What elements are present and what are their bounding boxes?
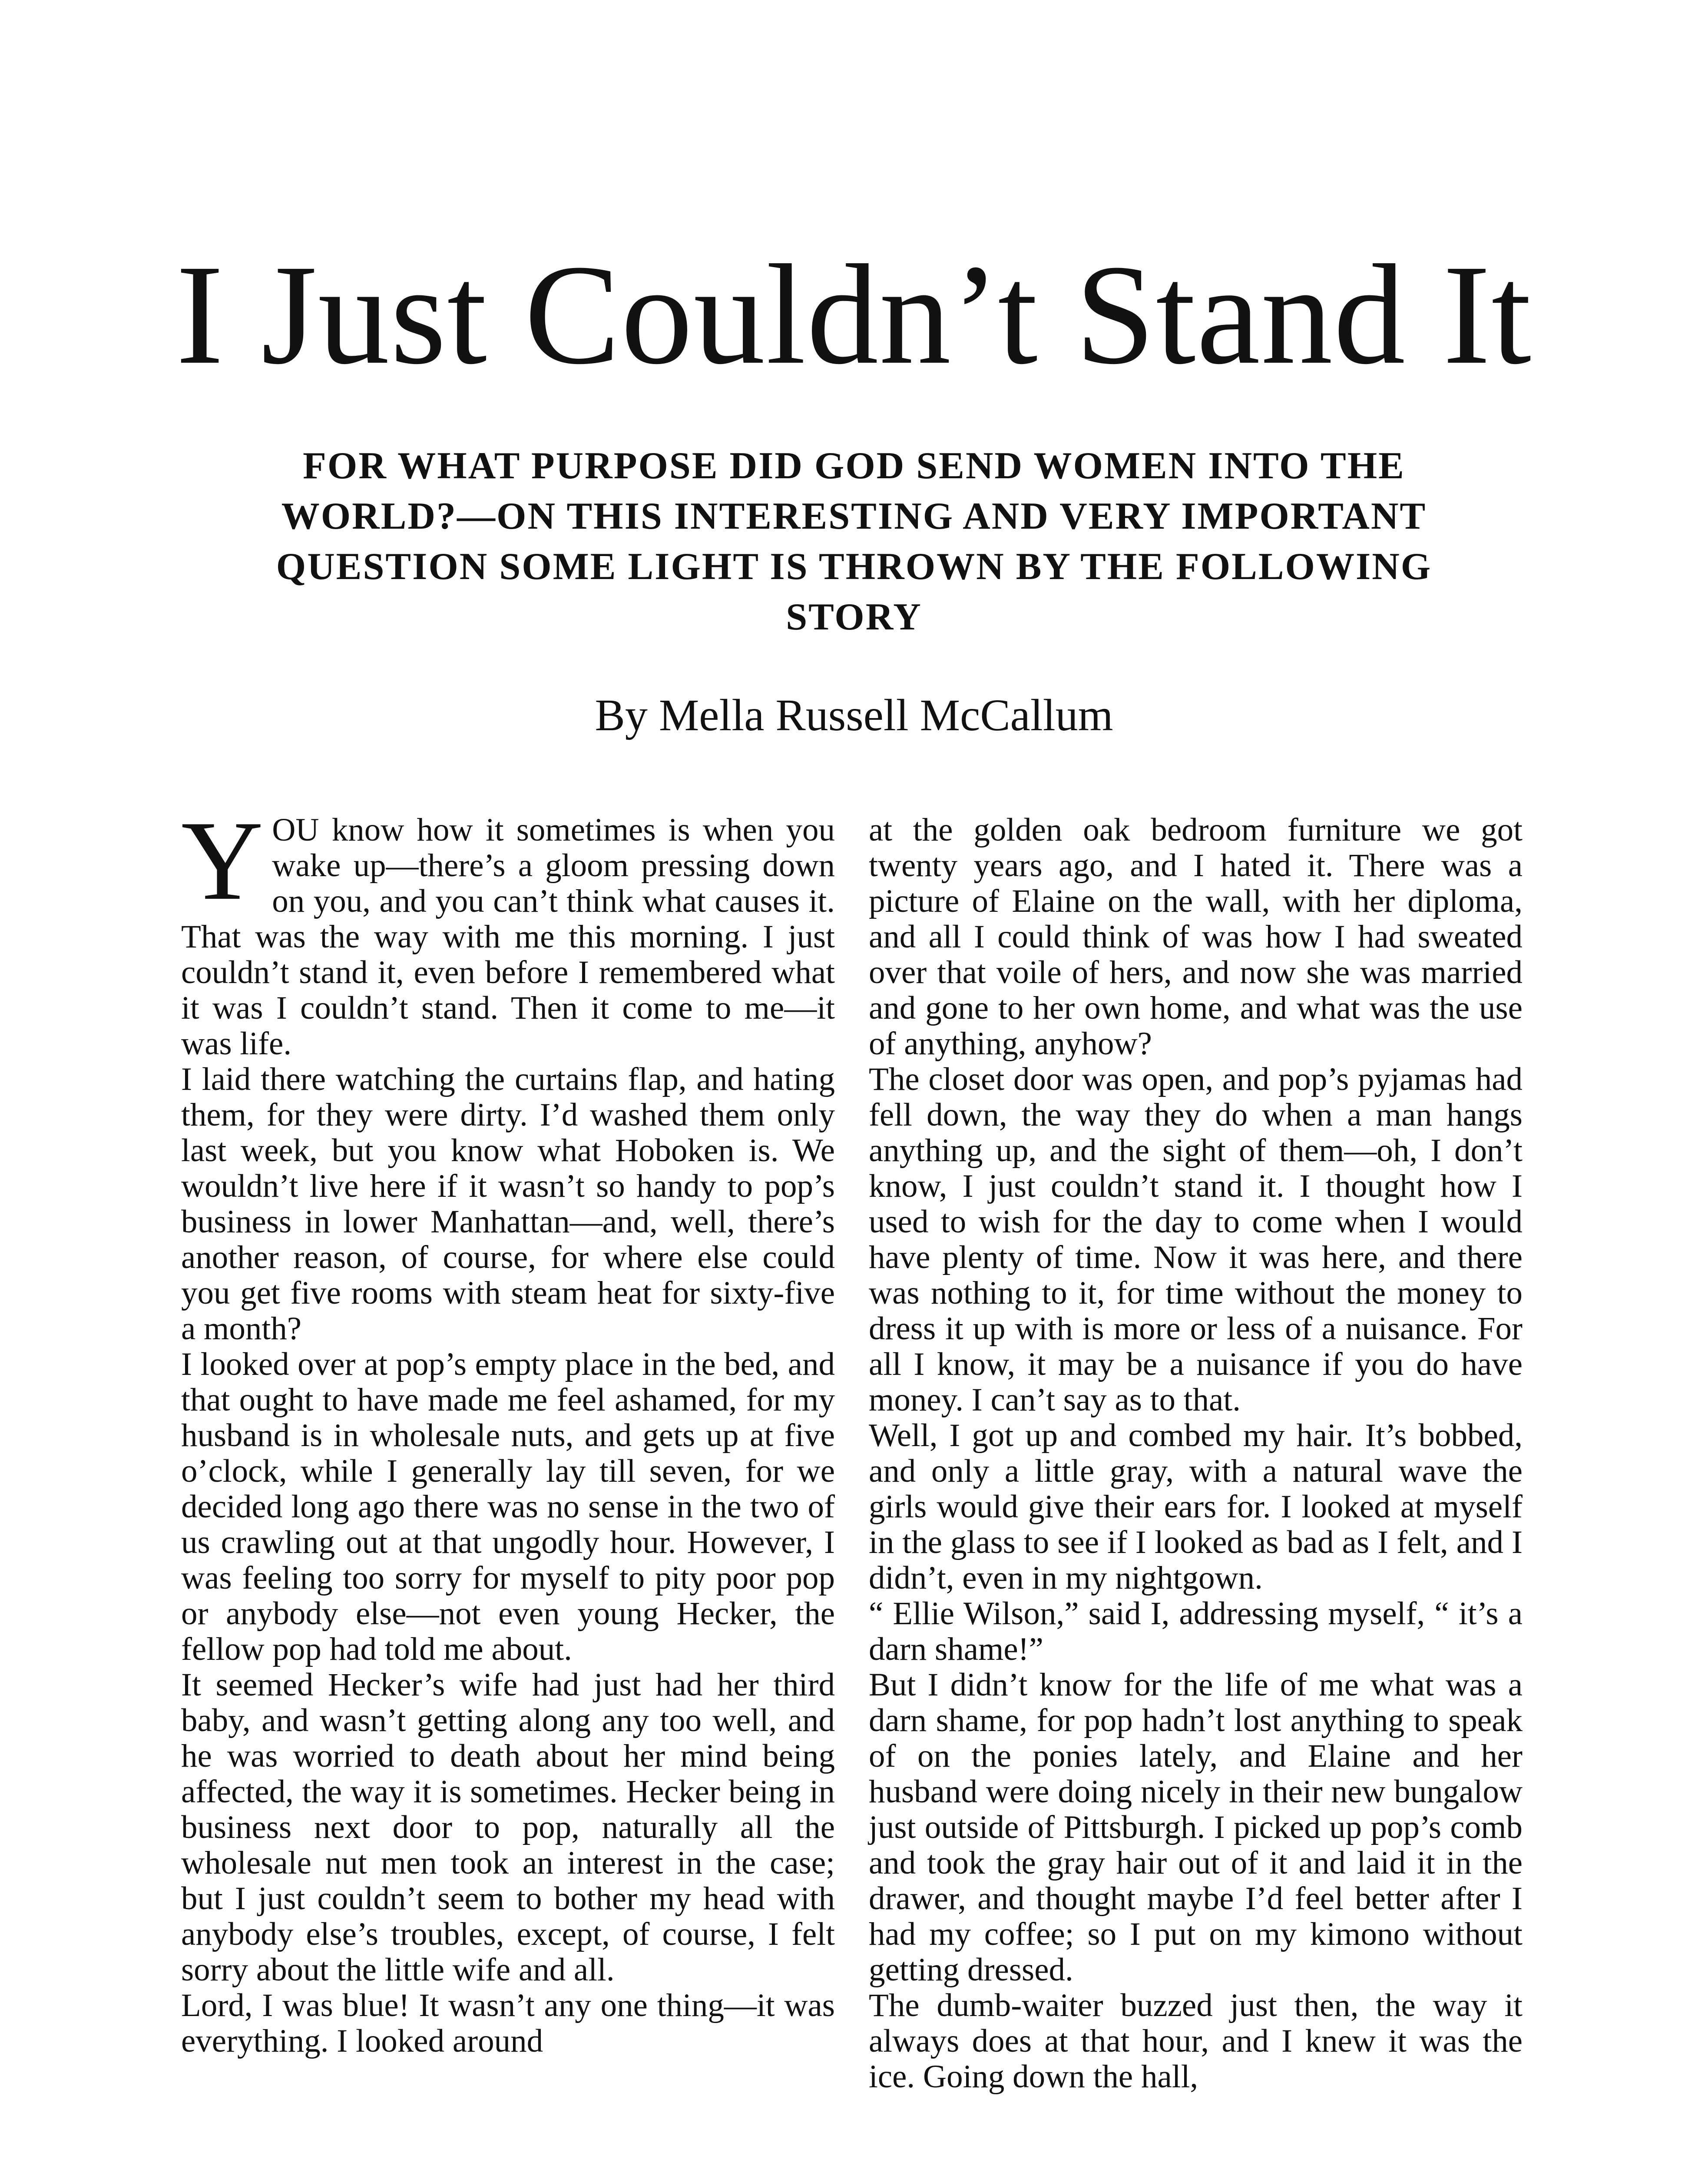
paragraph: I looked over at pop’s empty place in the bed, and that ought to have made me feel ashamed, for my husband is in wholesale nuts, and gets up at five o’clock, while I generally lay till seven, for we decided long ago there was no sense in the two of us crawling out at that ungodly hour. However, I was feeling too sorry for myself to pity poor pop or anybody else—not even young Hecker, the fellow pop had told me about. xyxy=(181,1346,835,1667)
drop-cap: Y xyxy=(181,798,264,924)
article-subtitle: FOR WHAT PURPOSE DID GOD SEND WOMEN INTO THE WORLD?—ON THIS INTERESTING AND VERY IMPORTANT QUESTION SOME LIGHT IS THROWN BY THE FOLLOWING STORY xyxy=(276,445,1432,638)
article-title: I Just Couldn’t Stand It xyxy=(175,235,1533,394)
paragraph: “ Ellie Wilson,” said I, addressing myself, “ it’s a darn shame!” xyxy=(869,1596,1523,1667)
paragraph: The closet door was open, and pop’s pyjamas had fell down, the way they do when a man hangs anything up, and the sight of them—oh, I don’t know, I just couldn’t stand it. I thought how I used to wish for the day to come when I would have plenty of time. Now it was here, and there was nothing to it, for time without the money to dress it up with is more or less of a nuisance. For all I know, it may be a nuisance if you do have money. I can’t say as to that. xyxy=(869,1061,1523,1418)
paragraph: The dumb-waiter buzzed just then, the way it always does at that hour, and I knew it was the ice. Going down the hall, xyxy=(869,1987,1523,2095)
article-byline: By Mella Russell McCallum xyxy=(595,690,1113,740)
paragraph: It seemed Hecker’s wife had just had her third baby, and wasn’t getting along any too well, and he was worried to death about her mind being affected, the way it is sometimes. Hecker being in business next door to pop, naturally all the wholesale nut men took an interest in the case; but I just couldn’t seem to bother my head with anybody else’s troubles, except, of course, I felt sorry about the little wife and all. xyxy=(181,1667,835,1988)
paragraph: I laid there watching the curtains flap, and hating them, for they were dirty. I’d washed them only last week, but you know what Hoboken is. We wouldn’t live here if it wasn’t so handy to pop’s business in lower Manhattan—and, well, there’s another reason, of course, for where else could you get five rooms with steam heat for sixty-five a month? xyxy=(181,1061,835,1347)
paragraph-text: OU know how it sometimes is when you wake up—there’s a gloom pressing down on you, and you can’t think what causes it. That was the way with me this morning. I just couldn’t stand it, even before I remembered what it was I couldn’t stand. Then it come to me—it was life. xyxy=(181,812,835,1062)
paragraph: But I didn’t know for the life of me what was a darn shame, for pop hadn’t lost anything to speak of on the ponies lately, and Elaine and her husband were doing nicely in their new bungalow just outside of Pittsburgh. I picked up pop’s comb and took the gray hair out of it and laid it in the drawer, and thought maybe I’d feel better after I had my coffee; so I put on my kimono without getting dressed. xyxy=(869,1667,1523,1988)
paragraph: Lord, I was blue! It wasn’t any one thing—it was everything. I looked around xyxy=(181,1987,835,2059)
paragraph: at the golden oak bedroom furniture we got twenty years ago, and I hated it. There was a picture of Elaine on the wall, with her diploma, and all I could think of was how I had sweated over that voile of hers, and now she was married and gone to her own home, and what was the use of anything, anyhow? xyxy=(869,812,1523,1062)
paragraph: Well, I got up and combed my hair. It’s bobbed, and only a little gray, with a natural wave the girls would give their ears for. I looked at myself in the glass to see if I looked as bad as I felt, and I didn’t, even in my nightgown. xyxy=(869,1417,1523,1596)
right-column xyxy=(869,812,1523,2095)
left-column xyxy=(181,798,835,2059)
paragraph xyxy=(181,798,835,1062)
